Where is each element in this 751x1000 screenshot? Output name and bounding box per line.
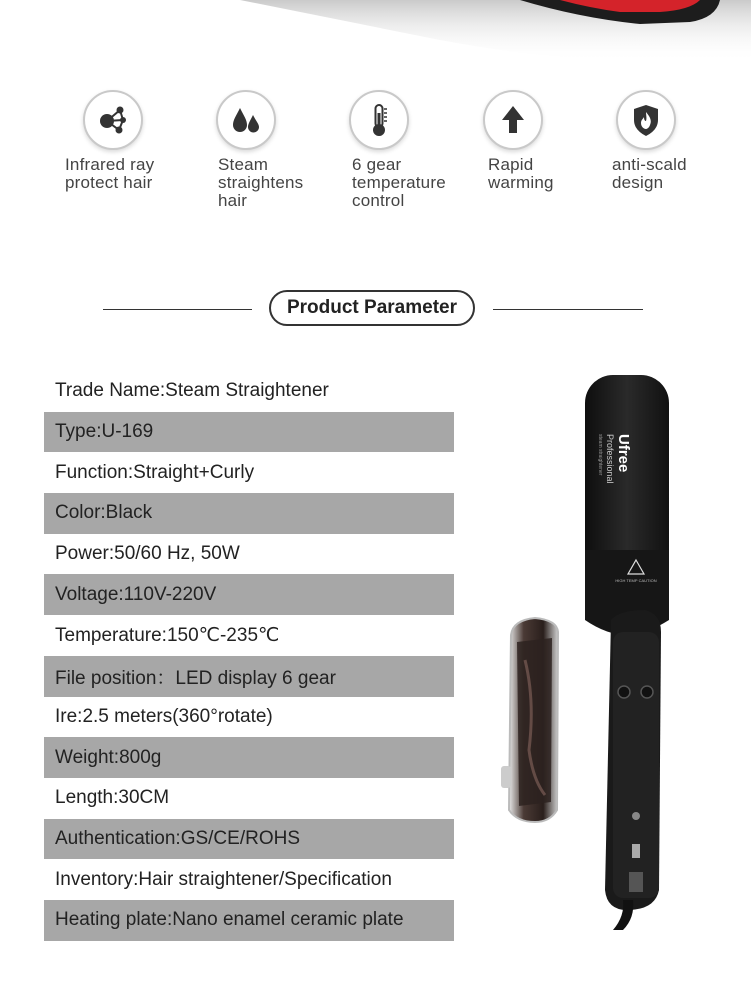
top-product-fragment xyxy=(0,0,751,80)
param-row: Heating plate:Nano enamel ceramic plate xyxy=(44,900,454,941)
feature-label: Steam straightens hair xyxy=(218,155,304,210)
param-row: Length:30CM xyxy=(55,787,170,809)
product-line2: steam straightener xyxy=(597,434,603,476)
param-row: Inventory:Hair straightener/Specification xyxy=(55,868,392,890)
feature-steam xyxy=(216,90,336,210)
feature-infrared xyxy=(65,90,203,192)
param-row: Color:Black xyxy=(44,493,454,534)
molecule-icon xyxy=(83,90,143,150)
param-row: Function:Straight+Curly xyxy=(55,461,255,483)
feature-label: Rapid warming xyxy=(488,155,554,192)
feature-temperature xyxy=(349,90,469,210)
arrow-up-icon xyxy=(483,90,543,150)
brand-text: Ufree xyxy=(615,434,632,473)
feature-label: 6 gear temperature control xyxy=(352,155,446,210)
thermometer-icon xyxy=(349,90,409,150)
param-row: Trade Name:Steam Straightener xyxy=(55,380,329,402)
section-title: Product Parameter xyxy=(269,290,475,326)
param-row: Ire:2.5 meters(360°rotate) xyxy=(55,705,273,727)
water-tank xyxy=(501,618,558,822)
feature-label: anti-scald design xyxy=(612,155,687,192)
divider-left xyxy=(103,309,252,310)
warning-text: HIGH TEMP CAUTION xyxy=(615,578,657,583)
product-line1: Professional xyxy=(605,434,615,484)
param-row: Weight:800g xyxy=(44,737,454,778)
param-row: Voltage:110V-220V xyxy=(44,574,454,615)
feature-anti-scald xyxy=(612,90,736,192)
feature-rapid-warming xyxy=(483,90,603,192)
parameter-list xyxy=(44,371,454,941)
feature-label: Infrared ray protect hair xyxy=(65,155,155,192)
straightener-body xyxy=(585,375,669,930)
water-drops-icon xyxy=(216,90,276,150)
param-row: File position：LED display 6 gear xyxy=(44,656,454,697)
param-row: Type:U-169 xyxy=(44,412,454,453)
param-row: Temperature:150℃-235℃ xyxy=(55,624,280,646)
flame-shield-icon xyxy=(616,90,676,150)
product-image xyxy=(495,370,751,930)
divider-right xyxy=(493,309,643,310)
param-row: Power:50/60 Hz, 50W xyxy=(55,543,240,565)
param-row: Authentication:GS/CE/ROHS xyxy=(44,819,454,860)
